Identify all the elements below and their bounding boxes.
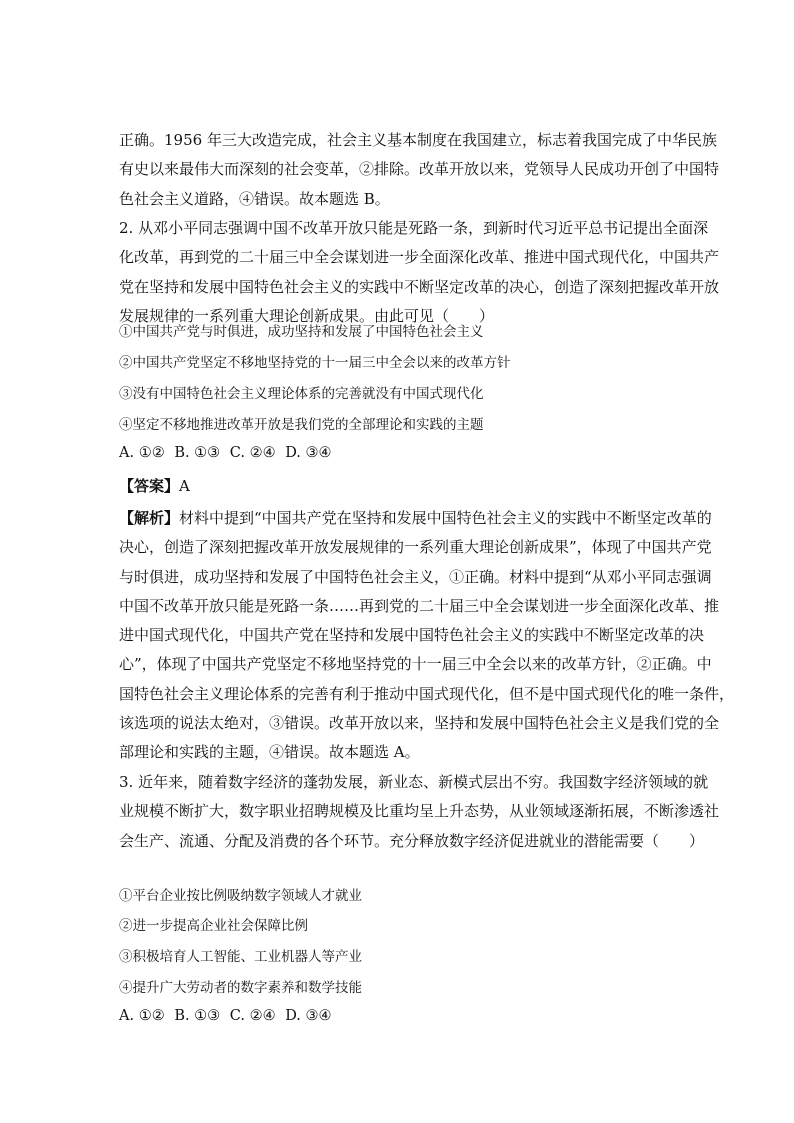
question-2-answer xyxy=(119,475,195,496)
text-line: 3. 近年来，随着数字经济的蓬勃发展，新业态、新模式层出不穷。我国数字经济领域的就 xyxy=(119,773,709,791)
question-2-stem xyxy=(119,214,720,331)
text-line: 中国不改革开放只能是死路一条……再到党的二十届三中全会谋划进一步全面深化改革、推 xyxy=(119,596,720,615)
choice-a: A. ①② xyxy=(119,1008,165,1024)
question-3-option-1: ①平台企业按比例吸纳数字领域人才就业 xyxy=(119,888,362,904)
text-line: 业规模不断扩大，数字职业招聘规模及比重均呈上升态势，从业领域逐渐拓展，不断渗透社 xyxy=(119,802,720,821)
text-line: 会生产、流通、分配及消费的各个环节。充分释放数字经济促进就业的潜能需要（ ） xyxy=(119,831,705,850)
text-line: 与时俱进，成功坚持和发展了中国特色社会主义，①正确。材料中提到“从邓小平同志强调 xyxy=(119,567,712,586)
text-line xyxy=(119,504,712,533)
question-2-option-1: ①中国共产党与时俱进，成功坚持和发展了中国特色社会主义 xyxy=(119,324,484,340)
question-3-option-4: ④提升广大劳动者的数字素养和数学技能 xyxy=(119,980,362,996)
choice-b: B. ①③ xyxy=(174,1008,221,1024)
text-line: 该选项的说法太绝对，③错误。改革开放以来，坚持和发展中国特色社会主义是我们党的全 xyxy=(119,714,720,733)
text-line: 进中国式现代化，中国共产党在坚持和发展中国特色社会主义的实践中不断坚定改革的决 xyxy=(119,626,705,645)
choice-c: C. ②④ xyxy=(229,1008,276,1024)
text-line: 党在坚持和发展中国特色社会主义的实践中不断坚定改革的决心，创造了深刻把握改革开放 xyxy=(119,277,720,296)
question-2-choices xyxy=(119,445,337,461)
question-2-analysis xyxy=(119,504,735,768)
question-3-option-3: ③积极培育人工智能、工业机器人等产业 xyxy=(119,949,362,965)
analysis-text: 材料中提到“中国共产党在坚持和发展中国特色社会主义的实践中不断坚定改革的 xyxy=(179,509,712,527)
choice-d: D. ③④ xyxy=(285,1008,332,1024)
question-3-stem xyxy=(119,768,720,856)
text-line: 2. 从邓小平同志强调中国不改革开放只能是死路一条，到新时代习近平总书记提出全面深 xyxy=(119,219,709,237)
choice-d: D. ③④ xyxy=(285,445,332,461)
question-2-option-3: ③没有中国特色社会主义理论体系的完善就没有中国式现代化 xyxy=(119,386,484,402)
text-line: 发展规律的一系列重大理论创新成果。由此可见（ ） xyxy=(119,306,495,325)
text-line: 正确。1956 年三大改造完成，社会主义基本制度在我国建立，标志着我国完成了中华民族 xyxy=(119,131,717,149)
text-line: 化改革，再到党的二十届三中全会谋划进一步全面深化改革、推进中国式现代化，中国共产 xyxy=(119,248,720,267)
text-line: 色社会主义道路，④错误。故本题选 B。 xyxy=(119,189,390,208)
text-line: 心”，体现了中国共产党坚定不移地坚持党的十一届三中全会以来的改革方针，②正确。中 xyxy=(119,655,712,674)
text-line: 决心，创造了深刻把握改革开放发展规律的一系列重大理论创新成果”，体现了中国共产党 xyxy=(119,538,712,557)
answer-tag: 【答案】 xyxy=(119,477,180,495)
text-line: 部理论和实践的主题，④错误。故本题选 A。 xyxy=(119,743,420,762)
text-line: 国特色社会主义理论体系的完善有利于推动中国式现代化，但不是中国式现代化的唯一条件， xyxy=(119,684,735,703)
intro-paragraph xyxy=(119,126,720,214)
choice-c: C. ②④ xyxy=(229,445,276,461)
analysis-tag: 【解析】 xyxy=(119,509,180,527)
question-3-option-2: ②进一步提高企业社会保障比例 xyxy=(119,918,308,934)
answer-value: A xyxy=(179,477,190,495)
question-3-choices xyxy=(119,1008,337,1024)
question-2-option-2: ②中国共产党坚定不移地坚持党的十一届三中全会以来的改革方针 xyxy=(119,355,511,371)
text-line: 有史以来最伟大而深刻的社会变革，②排除。改革开放以来，党领导人民成功开创了中国特 xyxy=(119,160,720,179)
question-2-option-4: ④坚定不移地推进改革开放是我们党的全部理论和实践的主题 xyxy=(119,417,484,433)
choice-b: B. ①③ xyxy=(174,445,221,461)
choice-a: A. ①② xyxy=(119,445,165,461)
